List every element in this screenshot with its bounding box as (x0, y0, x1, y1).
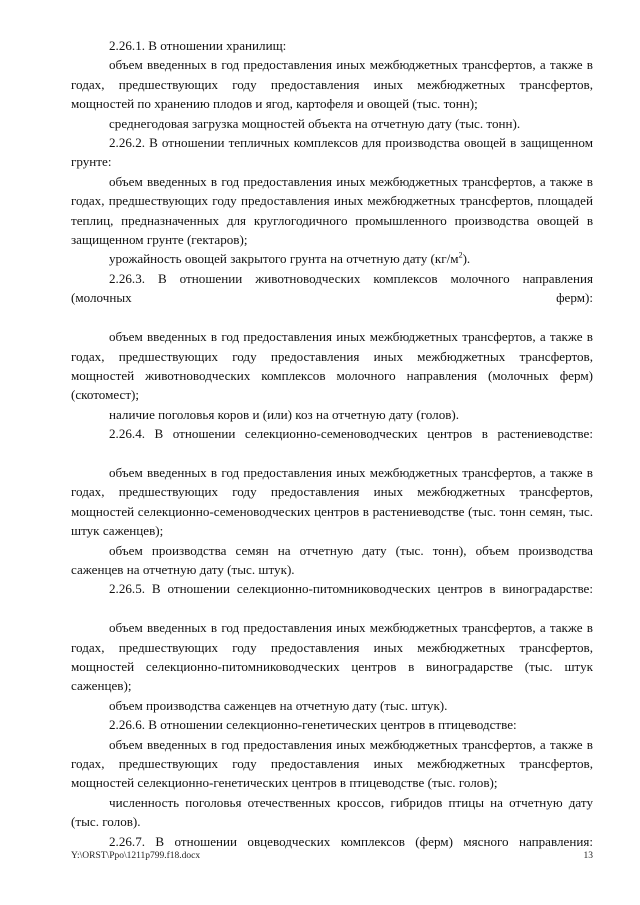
page-number: 13 (583, 851, 593, 861)
paragraph: численность поголовья отечественных кроссов, гибридов птицы на отчетную дату (тыс. голов). (71, 794, 593, 830)
section-heading-2-26-4: 2.26.4. В отношении селекционно-семеноводческих центров в растениеводстве: (109, 426, 593, 442)
paragraph: объем введенных в год предоставления иных межбюджетных трансфертов, а также в годах, предшествующих году предоставления иных межбюджетных трансфертов, мощностей селекционно-питомниководческих центров в виноградарстве (тыс. штук саженцев); (71, 620, 593, 694)
paragraph: объем введенных в год предоставления иных межбюджетных трансфертов, а также в годах, предшествующих году предоставления иных межбюджетных трансфертов, мощностей селекционно-семеноводческих центров в растениеводстве (тыс. тонн семян, тыс. штук саженцев); (71, 464, 593, 539)
paragraph: объем введенных в год предоставления иных межбюджетных трансфертов, а также в годах, предшествующих году предоставления иных межбюджетных трансфертов, площадей теплиц, предназначенных для круглогодичного промышленного производства овощей в защищенном грунте (гектаров); (71, 173, 593, 248)
section-heading-2-26-3: 2.26.3. В отношении животноводческих комплексов молочного направления (молочных ферм): (71, 270, 593, 306)
document-body (71, 36, 593, 870)
section-heading-2-26-1: 2.26.1. В отношении хранилищ: (109, 38, 287, 53)
section-heading-2-26-2: 2.26.2. В отношении тепличных комплексов для производства овощей в защищенном грунте: (71, 135, 593, 170)
paragraph: объем производства семян на отчетную дату (тыс. тонн), объем производства саженцев на отчетную дату (тыс. штук). (71, 542, 593, 577)
yield-suffix: ). (462, 251, 471, 267)
file-path: Y:\ORST\Ppo\1211p799.f18.docx (71, 851, 201, 861)
paragraph: объем введенных в год предоставления иных межбюджетных трансфертов, а также в годах, предшествующих году предоставления иных межбюджетных трансфертов, мощностей животноводческих комплексов молочного направления (молочных ферм) (скотомест); (71, 329, 593, 403)
paragraph-yield (71, 249, 593, 268)
yield-superscript: 2 (458, 251, 463, 261)
paragraph: объем введенных в год предоставления иных межбюджетных трансфертов, а также в годах, предшествующих году предоставления иных межбюджетных трансфертов, мощностей по хранению плодов и ягод, картофеля и овощей (тыс. тонн); (71, 57, 593, 112)
yield-text: урожайность овощей закрытого грунта на отчетную дату (кг/м (109, 251, 459, 267)
paragraph: среднегодовая загрузка мощностей объекта на отчетную дату (тыс. тонн). (109, 115, 521, 131)
section-heading-2-26-6: 2.26.6. В отношении селекционно-генетических центров в птицеводстве: (109, 717, 517, 733)
paragraph: объем введенных в год предоставления иных межбюджетных трансфертов, а также в годах, предшествующих году предоставления иных межбюджетных трансфертов, мощностей селекционно-генетических центров в птицеводстве (тыс. голов); (71, 736, 593, 791)
section-heading-2-26-7: 2.26.7. В отношении овцеводческих комплексов (ферм) мясного направления: (109, 833, 593, 849)
paragraph: наличие поголовья коров и (или) коз на отчетную дату (голов). (109, 406, 460, 422)
paragraph: объем производства саженцев на отчетную дату (тыс. штук). (109, 697, 448, 713)
section-heading-2-26-5: 2.26.5. В отношении селекционно-питомниководческих центров в виноградарстве: (109, 581, 593, 597)
